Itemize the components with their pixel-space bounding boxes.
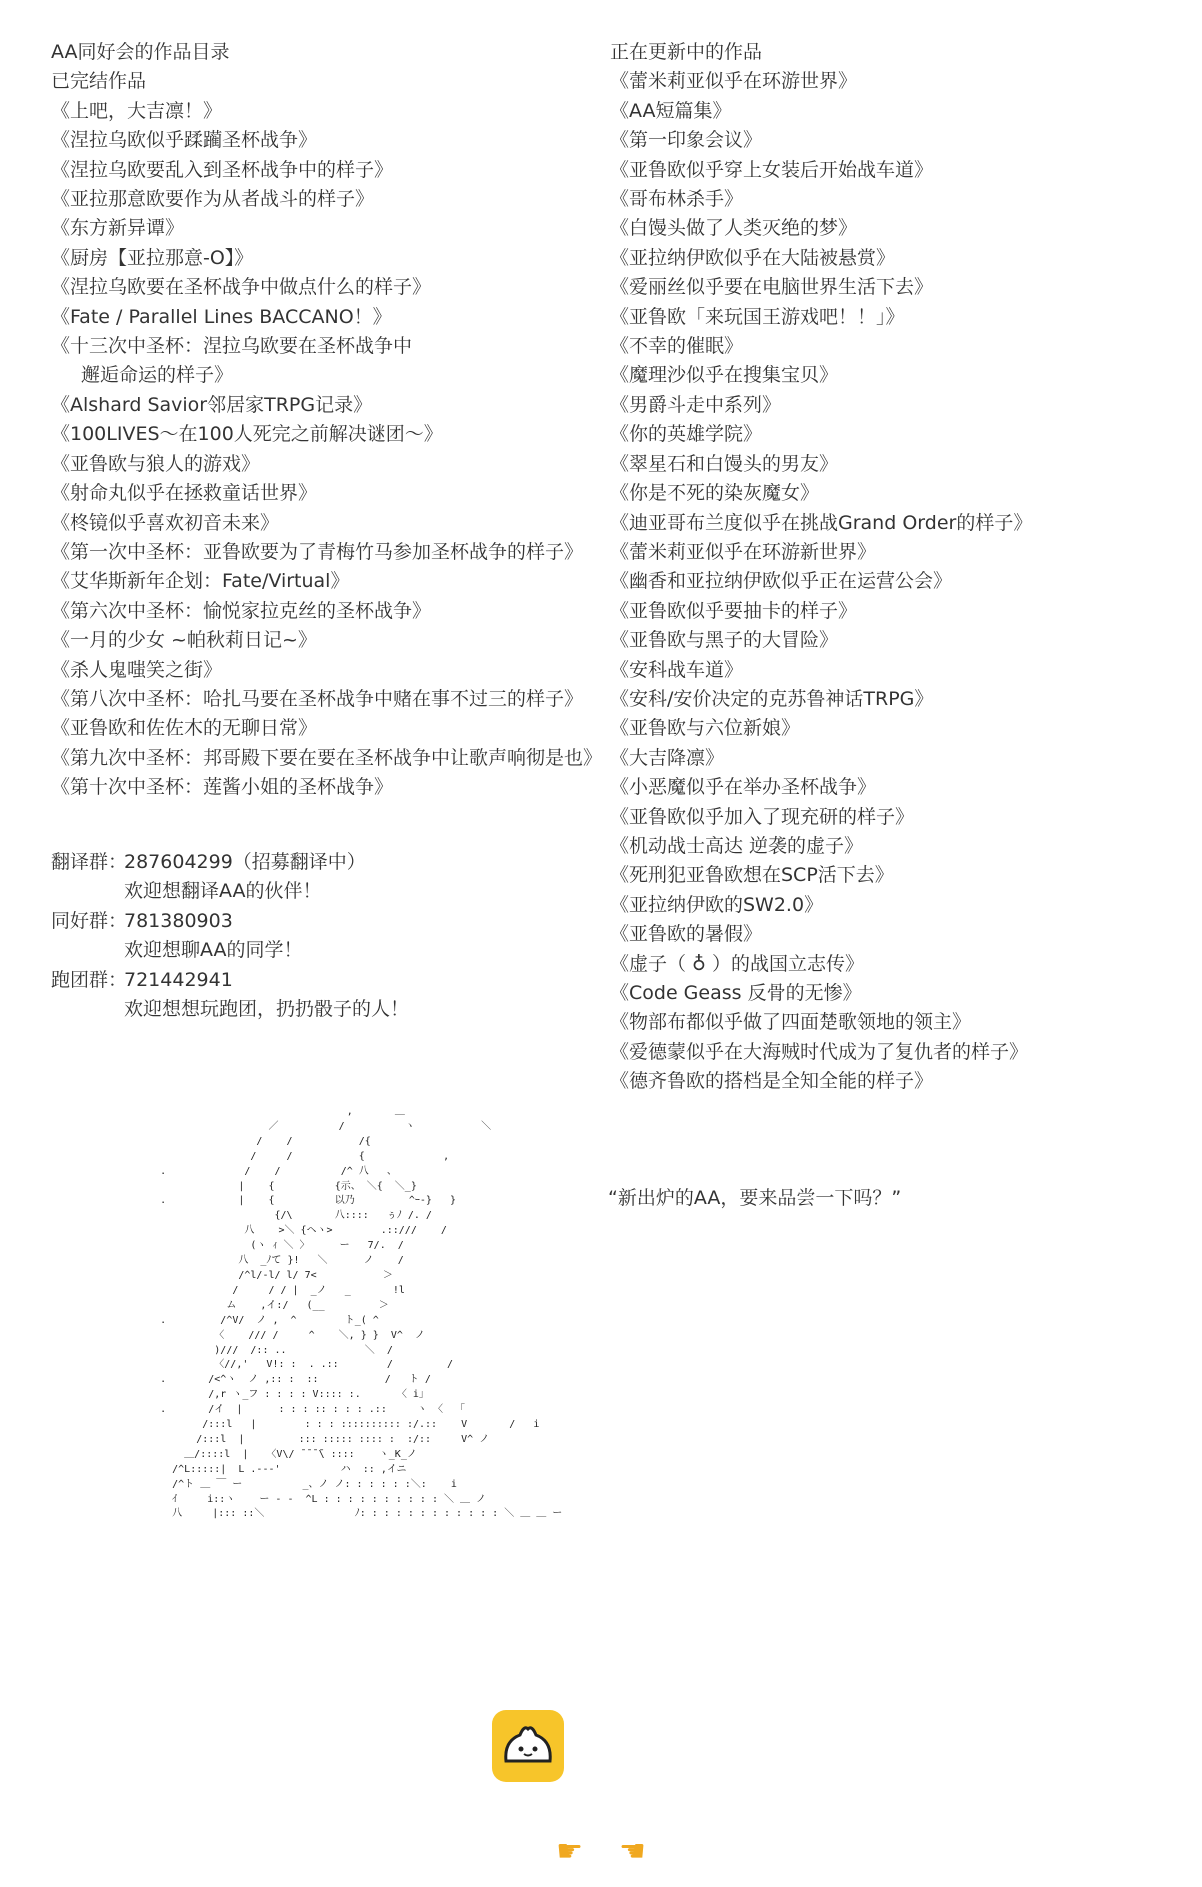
list-item: 《射命丸似乎在拯救童话世界》 <box>51 482 318 505</box>
group-note: 欢迎想想玩跑团，扔扔骰子的人！ <box>124 998 410 1021</box>
list-item: 《第九次中圣杯：邦哥殿下要在要在圣杯战争中让歌声响彻是也》 <box>51 746 603 769</box>
list-item: 《哥布林杀手》 <box>610 188 744 211</box>
ongoing-header: 正在更新中的作品 <box>610 41 763 63</box>
completed-works-column <box>51 38 602 803</box>
baozi-logo <box>492 1710 564 1782</box>
group-label: 翻译群： <box>51 851 128 873</box>
list-item: 《上吧，大吉凛！》 <box>51 99 223 122</box>
list-item: 《第八次中圣杯：哈扎马要在圣杯战争中赌在事不过三的样子》 <box>51 687 584 710</box>
list-item: 《爱德蒙似乎在大海贼时代成为了复仇者的样子》 <box>610 1040 1029 1063</box>
list-item: 《蕾米莉亚似乎在环游世界》 <box>610 70 858 93</box>
list-item: 《亚鲁欧「来玩国王游戏吧！！」》 <box>610 305 905 328</box>
list-item: 《十三次中圣杯：涅拉乌欧要在圣杯战争中 <box>51 335 413 358</box>
bun-icon <box>492 1710 564 1782</box>
list-item: 《亚鲁欧和佐佐木的无聊日常》 <box>51 717 318 740</box>
list-item: 《第一印象会议》 <box>610 129 763 152</box>
list-item: 《柊镜似乎喜欢初音未来》 <box>51 511 280 534</box>
pointing-left-icon: ☚ <box>619 1834 646 1869</box>
list-item: 《亚鲁欧似乎穿上女装后开始战车道》 <box>610 158 934 181</box>
list-item: 《男爵斗走中系列》 <box>610 393 782 416</box>
pointing-right-icon: ☛ <box>556 1834 583 1869</box>
list-item: 《迪亚哥布兰度似乎在挑战Grand Order的样子》 <box>610 511 1033 534</box>
list-item: 《艾华斯新年企划：Fate/Virtual》 <box>51 570 350 593</box>
list-item: 《亚鲁欧与六位新娘》 <box>610 717 801 740</box>
list-item: 《翠星石和白馒头的男友》 <box>610 452 839 475</box>
list-item: 《安科战车道》 <box>610 658 744 681</box>
catalog-header: AA同好会的作品目录 <box>51 41 230 63</box>
group-note: 欢迎想聊AA的同学！ <box>124 939 303 962</box>
list-item: 《蕾米莉亚似乎在环游新世界》 <box>610 540 877 563</box>
list-item: 《亚鲁欧的暑假》 <box>610 923 763 946</box>
list-item: 《Fate / Parallel Lines BACCANO！》 <box>51 305 392 328</box>
list-item: 《AA短篇集》 <box>610 99 732 122</box>
list-item: 《涅拉乌欧要乱入到圣杯战争中的样子》 <box>51 158 394 181</box>
list-item: 《100LIVES～在100人死完之前解决谜团～》 <box>51 423 443 446</box>
group-number: 287604299（招募翻译中） <box>124 851 366 873</box>
group-info <box>51 848 409 1024</box>
completed-subheader: 已完结作品 <box>51 70 147 93</box>
list-item: 《亚拉那意欧要作为从者战斗的样子》 <box>51 188 375 211</box>
list-item: 《物部布都似乎做了四面楚歌领地的领主》 <box>610 1011 972 1034</box>
footer-url-row <box>0 1834 1202 1869</box>
list-item: 《Code Geass 反骨的无惨》 <box>610 982 862 1004</box>
list-item: 《杀人鬼嗤笑之街》 <box>51 658 223 681</box>
group-number: 721442941 <box>124 968 233 991</box>
list-item: 《幽香和亚拉纳伊欧似乎正在运营公会》 <box>610 570 953 593</box>
group-note: 欢迎想翻译AA的伙伴！ <box>124 880 322 903</box>
trpg-group <box>51 966 409 995</box>
list-item: 《虚子（ ♁ ）的战国立志传》 <box>610 952 864 975</box>
list-item: 《第六次中圣杯：愉悦家拉克丝的圣杯战争》 <box>51 599 432 622</box>
list-item: 《你的英雄学院》 <box>610 423 763 446</box>
list-item: 《不幸的催眠》 <box>610 335 744 358</box>
list-item: 《亚拉纳伊欧似乎在大陆被悬赏》 <box>610 246 896 269</box>
group-number: 781380903 <box>124 909 233 932</box>
list-item: 《你是不死的染灰魔女》 <box>610 482 820 505</box>
list-item: 《德齐鲁欧的搭档是全知全能的样子》 <box>610 1070 934 1093</box>
list-item: 《亚拉纳伊欧的SW2.0》 <box>610 893 824 916</box>
list-item: 《第十次中圣杯：莲酱小姐的圣杯战争》 <box>51 776 394 799</box>
list-item: 《涅拉乌欧要在圣杯战争中做点什么的样子》 <box>51 276 432 299</box>
ascii-art-character: , ＿ ／ / ヽ ＼ / / /{ / / { , . / / /^ 八 、 | { {示、 ＼{ ＼_} . | { 以乃 ^ｰ‐} } {/\ 八:::: ぅﾉ /. / 八 >＼ {ヘヽ> .::/// / (ヽ ｨ ＼ 〉 ー 7/. / 八 _ﾉて }! ＼ ノ / /^l/‐l/ l/ 7< ＞ / / / | _ノ _ !l ム ,イ:/ (__ ＞ . /^V/ ノ , ^ ト_( ^ 〈 /// / ^ ＼, } } V^ ノ )/// /:: .. ＼ / 〈//,' V!: : . .:: / / . /<^ヽ ノ ,:: : :: / ト / /,r ヽ_フ : : : : V:::: :. 〈 i」 . /イ | : : : :: : : : .:: ヽ 〈 「 /:::l | : : : :::::::::: :/.:: V / i /:::l | ::: ::::: :::: : :/:: V^ ノ ＿/::::l | 〈V\/ ̄ ̄ ̄ ̄\ :::: ヽ_K_ノ /^L:::::| L .--‐' ハ :: ,イニ /^ト ＿ ￣ ー _、ノ ノ: : : : : :＼: i ｲ i::ヽ ー ‐ ‐ ^L : : : : : : : : : : ＼ ＿ ノ 八 |::: ::＼ ﾉ: : : : : : : : : : : : ＼ ＿ ＿ ー <box>160 1106 563 1520</box>
list-item: 《东方新异谭》 <box>51 217 185 240</box>
list-item: 《涅拉乌欧似乎蹂躏圣杯战争》 <box>51 129 318 152</box>
footer-banner <box>0 1710 1202 1880</box>
list-item: 《死刑犯亚鲁欧想在SCP活下去》 <box>610 864 894 887</box>
list-item-continuation: 邂逅命运的样子》 <box>81 364 234 387</box>
group-label: 同好群： <box>51 909 128 932</box>
list-item: 《第一次中圣杯：亚鲁欧要为了青梅竹马参加圣杯战争的样子》 <box>51 540 584 563</box>
list-item: 《亚鲁欧与狼人的游戏》 <box>51 452 261 475</box>
ongoing-works-column <box>610 38 1032 1097</box>
list-item: 《亚鲁欧似乎加入了现充研的样子》 <box>610 805 915 828</box>
list-item: 《一月的少女 ~帕秋莉日记~》 <box>51 629 317 652</box>
list-item: 《爱丽丝似乎要在电脑世界生活下去》 <box>610 276 934 299</box>
list-item: 《小恶魔似乎在举办圣杯战争》 <box>610 776 877 799</box>
translation-group <box>51 848 409 877</box>
list-item: 《机动战士高达 逆袭的虚子》 <box>610 834 864 857</box>
list-item: 《白馒头做了人类灭绝的梦》 <box>610 217 858 240</box>
group-label: 跑团群： <box>51 968 128 991</box>
list-item: 《魔理沙似乎在搜集宝贝》 <box>610 364 839 387</box>
list-item: 《亚鲁欧似乎要抽卡的样子》 <box>610 599 858 622</box>
list-item: 《安科/安价决定的克苏鲁神话TRPG》 <box>610 687 934 710</box>
list-item: 《亚鲁欧与黑子的大冒险》 <box>610 629 839 652</box>
list-item: 《大吉降凛》 <box>610 746 725 769</box>
list-item: 《厨房【亚拉那意-O】》 <box>51 246 254 269</box>
speech-text: “新出炉的AA，要来品尝一下吗？” <box>608 1187 902 1209</box>
fan-group <box>51 907 409 936</box>
list-item: 《Alshard Savior邻居家TRPG记录》 <box>51 393 373 416</box>
